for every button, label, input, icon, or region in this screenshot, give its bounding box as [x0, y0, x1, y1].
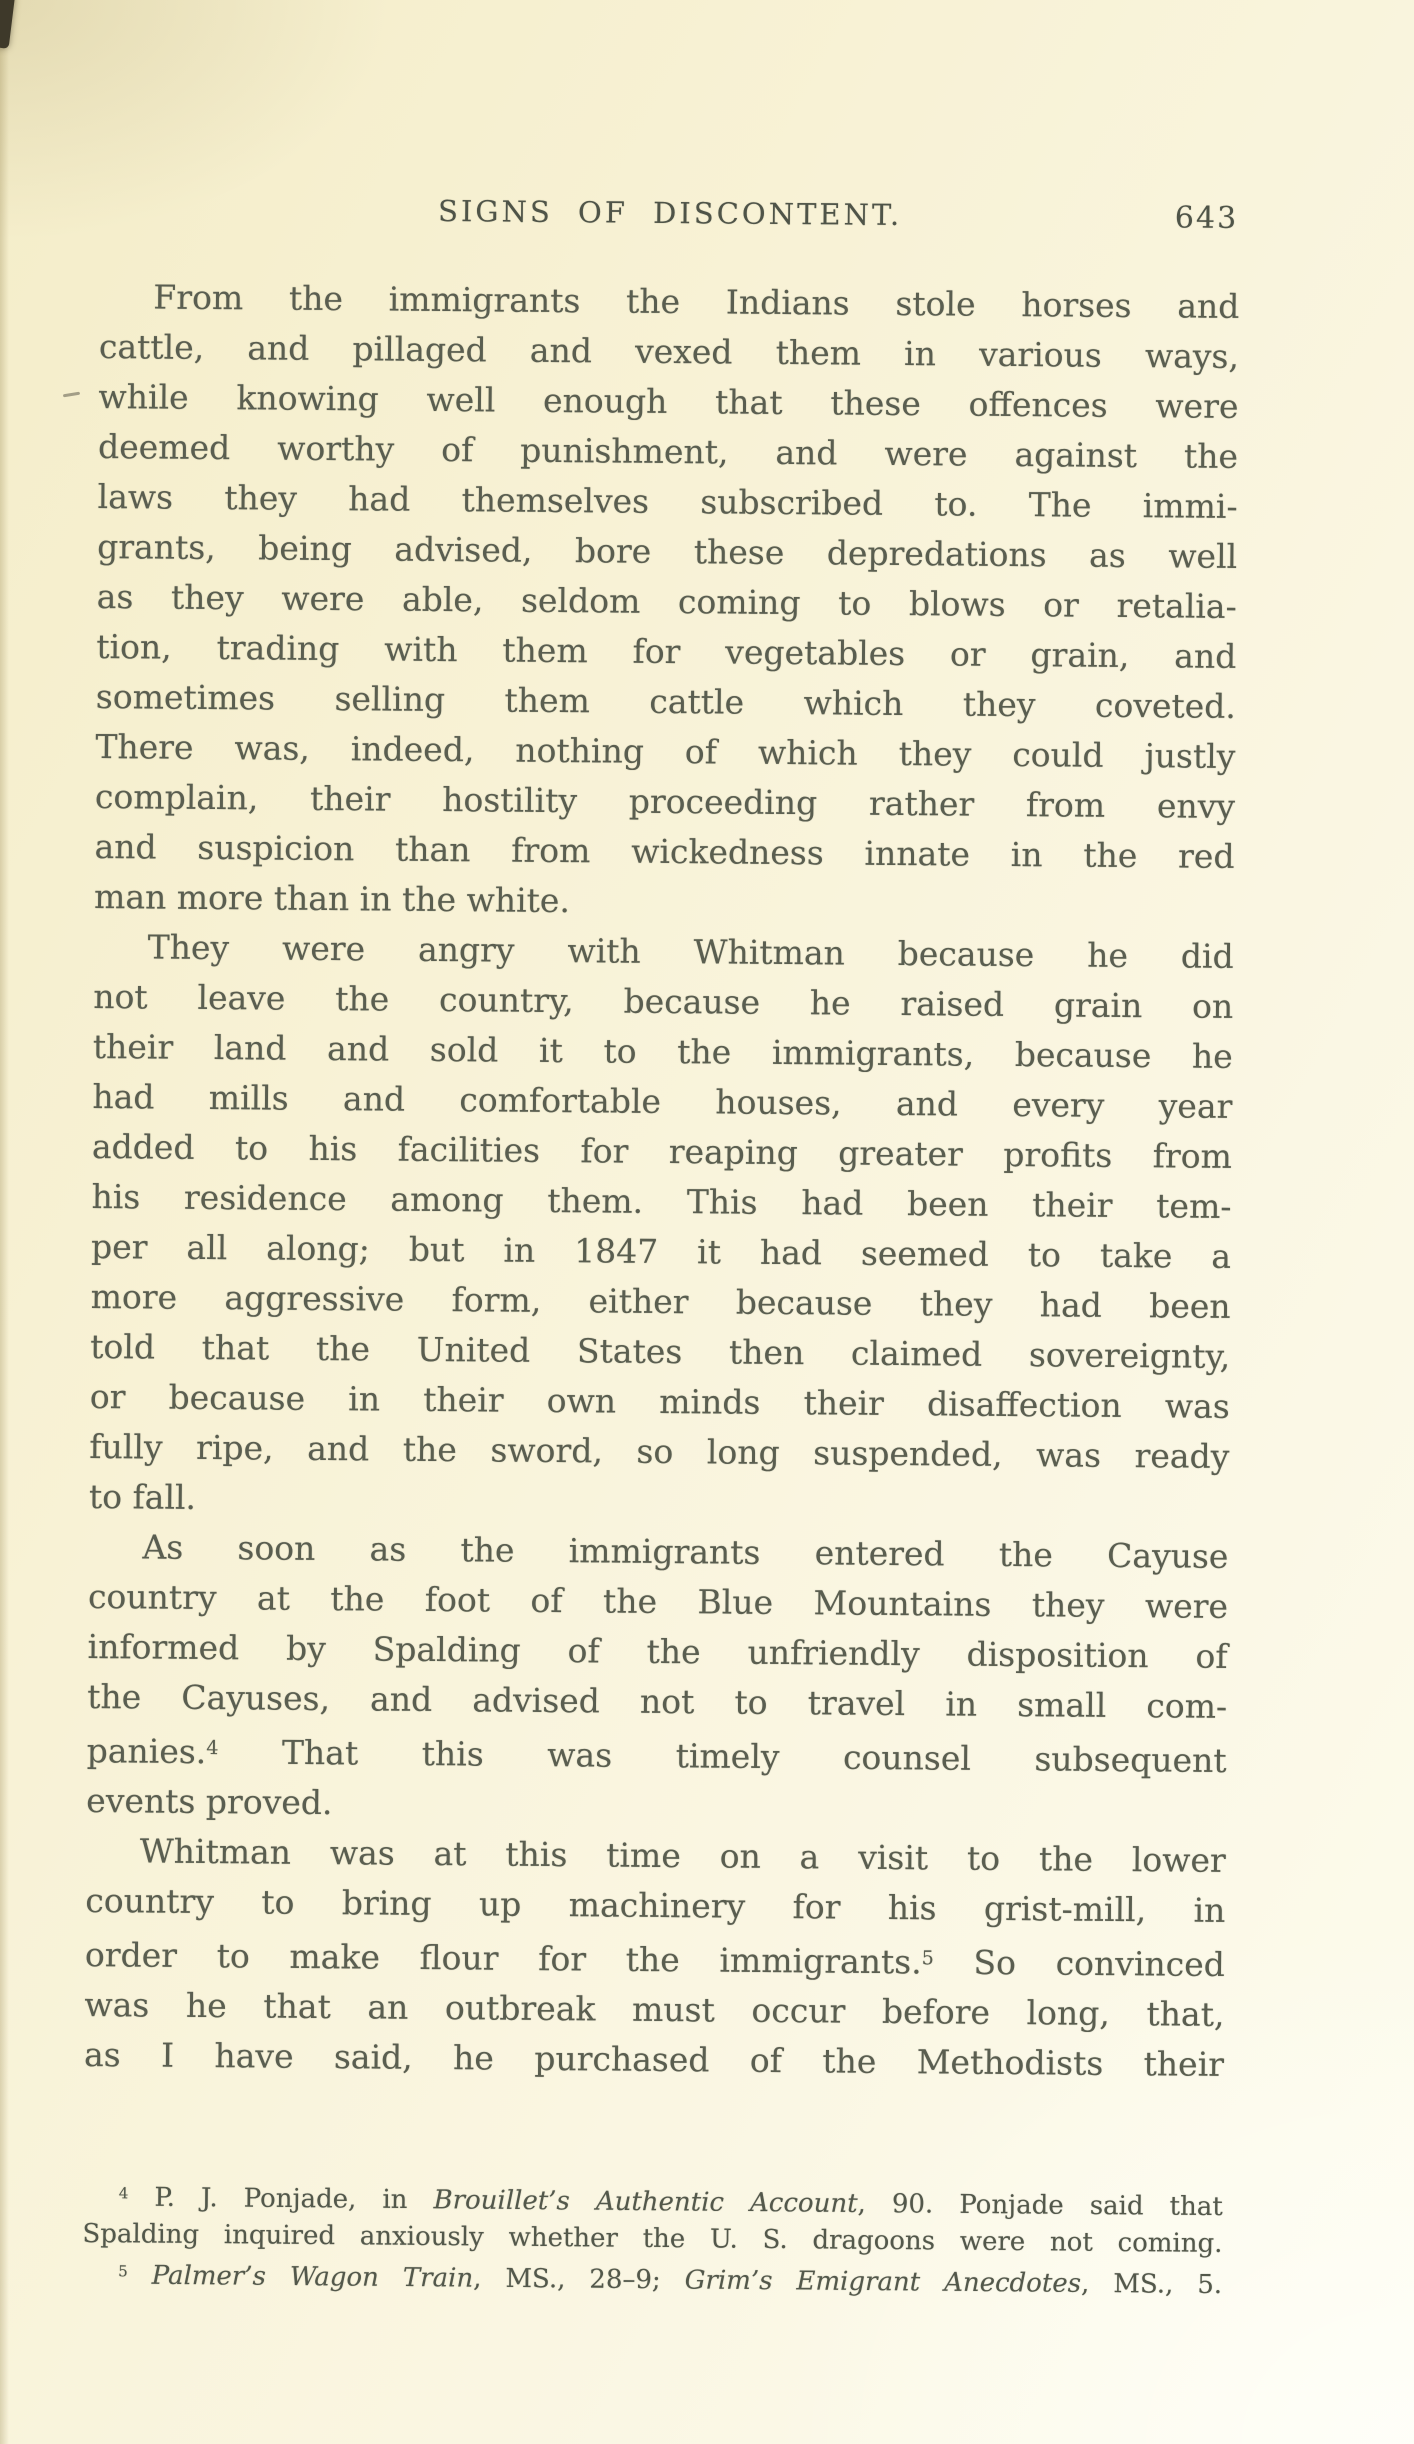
text-line: the Cayuses, and advised not to travel in small com-: [87, 1676, 1228, 1726]
text-line: more aggressive form, either because they had been: [90, 1276, 1231, 1326]
paragraph: [89, 922, 1234, 1532]
text-line: informed by Spalding of the unfriendly disposition of: [87, 1626, 1228, 1676]
text-line: From the immigrants the Indians stole horses and: [153, 277, 1240, 326]
footnote-marker: 4: [206, 1736, 219, 1760]
text-line: country at the foot of the Blue Mountains they were: [87, 1576, 1229, 1626]
text-line: There was, indeed, nothing of which they could justly: [95, 727, 1236, 776]
text-line: deemed worthy of punishment, and were against the: [97, 427, 1239, 476]
text-line: their land and sold it to the immigrants, because he: [92, 1026, 1233, 1076]
page-title: SIGNS OF DISCONTENT.: [437, 193, 903, 233]
text-line: told that the United States then claimed sovereignty,: [90, 1326, 1231, 1376]
text-line: man more than in the white.: [93, 877, 571, 921]
text-line: tion, trading with them for vegetables or grain, and: [96, 627, 1237, 676]
text-segment: , 90. Ponjade said that: [857, 2188, 1223, 2223]
text-line: complain, their hostility proceeding rather from envy: [94, 777, 1236, 826]
text-segment: Grim’s Emigrant Anecdotes: [684, 2265, 1082, 2300]
footnote-marker: 4: [118, 2184, 129, 2203]
text-segment: , MS., 5.: [1080, 2269, 1223, 2301]
text-line: per all along; but in 1847 it had seemed to take a: [90, 1226, 1232, 1276]
page-number: 643: [1174, 200, 1239, 236]
text-line: [86, 1722, 1226, 1786]
text-segment: [128, 2261, 152, 2291]
text-line: They were angry with Whitman because he did: [147, 927, 1234, 976]
text-line: As soon as the immigrants entered the Cayuse: [142, 1527, 1229, 1576]
text-line: cattle, and pillaged and vexed them in various ways,: [98, 327, 1240, 376]
text-line: laws they had themselves subscribed to. The immi-: [97, 477, 1238, 526]
text-segment: order to make flour for the immigrants.: [84, 1935, 922, 1982]
body-text: [84, 272, 1240, 2090]
footnotes: [82, 2175, 1223, 2304]
text-line: [82, 2253, 1222, 2304]
text-line: was he that an outbreak must occur before long, that,: [84, 1985, 1225, 2035]
text-line: not leave the country, because he raised grain on: [93, 976, 1234, 1026]
text-line: added to his facilities for reaping greater profits from: [91, 1126, 1233, 1176]
text-segment: Brouillet’s Authentic Account: [433, 2185, 858, 2219]
footnote-marker: 5: [118, 2262, 128, 2281]
text-line: [85, 1926, 1225, 1990]
text-line: grants, being advised, bore these depredations as well: [97, 527, 1238, 576]
text-line: fully ripe, and the sword, so long suspended, was ready: [89, 1426, 1230, 1476]
text-line: to fall.: [88, 1476, 197, 1517]
text-segment: That this was timely counsel subsequent: [218, 1732, 1227, 1781]
text-line: as they were able, seldom coming to blows or retalia-: [96, 577, 1237, 626]
text-segment: Palmer’s Wagon Train: [151, 2261, 474, 2294]
text-line: or because in their own minds their disaffection was: [89, 1376, 1230, 1426]
text-line: while knowing well enough that these offences were: [98, 377, 1239, 426]
text-line: Whitman was at this time on a visit to the lower: [139, 1831, 1226, 1881]
text-line: as I have said, he purchased of the Methodists their: [83, 2035, 1225, 2085]
text-line: sometimes selling them cattle which they coveted.: [95, 677, 1237, 726]
text-segment: Spalding inquired anxiously whether the U. S. dragoons were not coming.: [82, 2219, 1223, 2260]
text-segment: P. J. Ponjade, in: [128, 2182, 434, 2216]
text-segment: panies.: [86, 1731, 207, 1772]
text-line: events proved.: [86, 1781, 333, 1823]
text-segment: So convinced: [933, 1942, 1226, 1985]
text-segment: , MS., 28–9;: [473, 2263, 685, 2296]
text-line: had mills and comfortable houses, and every year: [92, 1076, 1233, 1126]
paragraph: [84, 1826, 1226, 2090]
footnote-marker: 5: [921, 1946, 934, 1970]
paragraph: [86, 1522, 1229, 1836]
text-line: his residence among them. This had been their tem-: [91, 1176, 1232, 1226]
running-header: [100, 191, 1240, 241]
text-line: and suspicion than from wickedness innate in the red: [94, 827, 1235, 876]
paragraph: [94, 272, 1240, 932]
text-line: country to bring up machinery for his grist-mill, in: [85, 1881, 1226, 1931]
